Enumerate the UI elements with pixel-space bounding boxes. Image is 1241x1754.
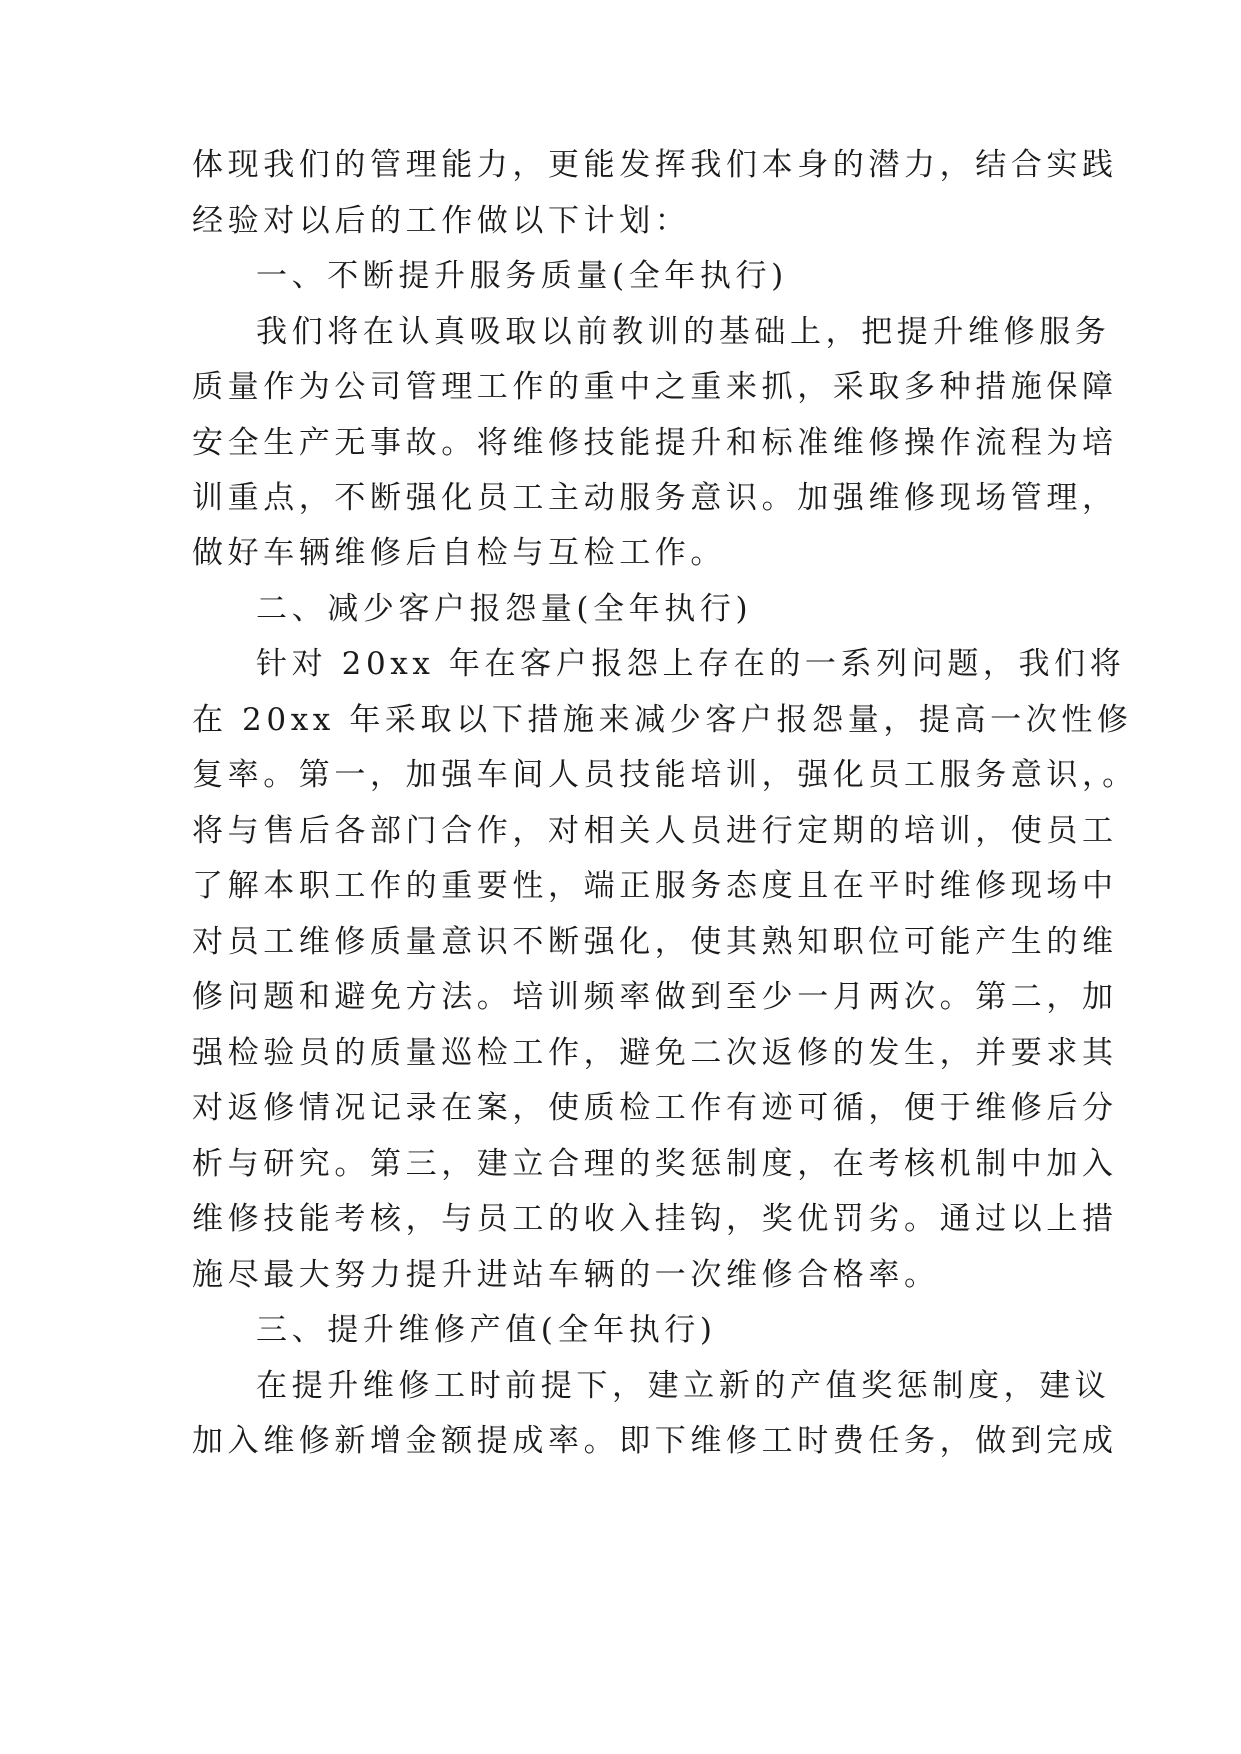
text-line: 在提升维修工时前提下，建立新的产值奖惩制度，建议 xyxy=(256,1368,1111,1404)
text-line: 在 20xx 年采取以下措施来减少客户报怨量，提高一次性修 xyxy=(192,702,1133,738)
text-line: 训重点，不断强化员工主动服务意识。加强维修现场管理， xyxy=(192,480,1118,516)
text-line: 经验对以后的工作做以下计划： xyxy=(192,203,691,239)
section-heading: 一、不断提升服务质量(全年执行) xyxy=(256,258,788,294)
text-line: 复率。第一，加强车间人员技能培训，强化员工服务意识，。 xyxy=(192,757,1138,793)
text-line: 针对 20xx 年在客户报怨上存在的一系列问题，我们将 xyxy=(256,646,1126,682)
text-line: 安全生产无事故。将维修技能提升和标准维修操作流程为培 xyxy=(192,425,1118,461)
text-line: 强检验员的质量巡检工作，避免二次返修的发生，并要求其 xyxy=(192,1035,1118,1071)
text-line: 我们将在认真吸取以前教训的基础上，把提升维修服务 xyxy=(256,314,1111,350)
text-line: 加入维修新增金额提成率。即下维修工时费任务，做到完成 xyxy=(192,1423,1118,1459)
text-line: 体现我们的管理能力，更能发挥我们本身的潜力，结合实践 xyxy=(192,147,1118,183)
text-line: 将与售后各部门合作，对相关人员进行定期的培训，使员工 xyxy=(192,813,1118,849)
text-line: 对返修情况记录在案，使质检工作有迹可循，便于维修后分 xyxy=(192,1090,1118,1126)
text-line: 施尽最大努力提升进站车辆的一次维修合格率。 xyxy=(192,1257,940,1293)
text-line: 做好车辆维修后自检与互检工作。 xyxy=(192,535,726,571)
text-line: 对员工维修质量意识不断强化，使其熟知职位可能产生的维 xyxy=(192,924,1118,960)
text-line: 质量作为公司管理工作的重中之重来抓，采取多种措施保障 xyxy=(192,369,1118,405)
text-line: 了解本职工作的重要性，端正服务态度且在平时维修现场中 xyxy=(192,868,1118,904)
text-line: 维修技能考核，与员工的收入挂钩，奖优罚劣。通过以上措 xyxy=(192,1201,1118,1237)
text-line: 修问题和避免方法。培训频率做到至少一月两次。第二，加 xyxy=(192,979,1118,1015)
section-heading: 二、减少客户报怨量(全年执行) xyxy=(256,591,753,627)
section-heading: 三、提升维修产值(全年执行) xyxy=(256,1312,717,1348)
text-line: 析与研究。第三，建立合理的奖惩制度，在考核机制中加入 xyxy=(192,1146,1118,1182)
